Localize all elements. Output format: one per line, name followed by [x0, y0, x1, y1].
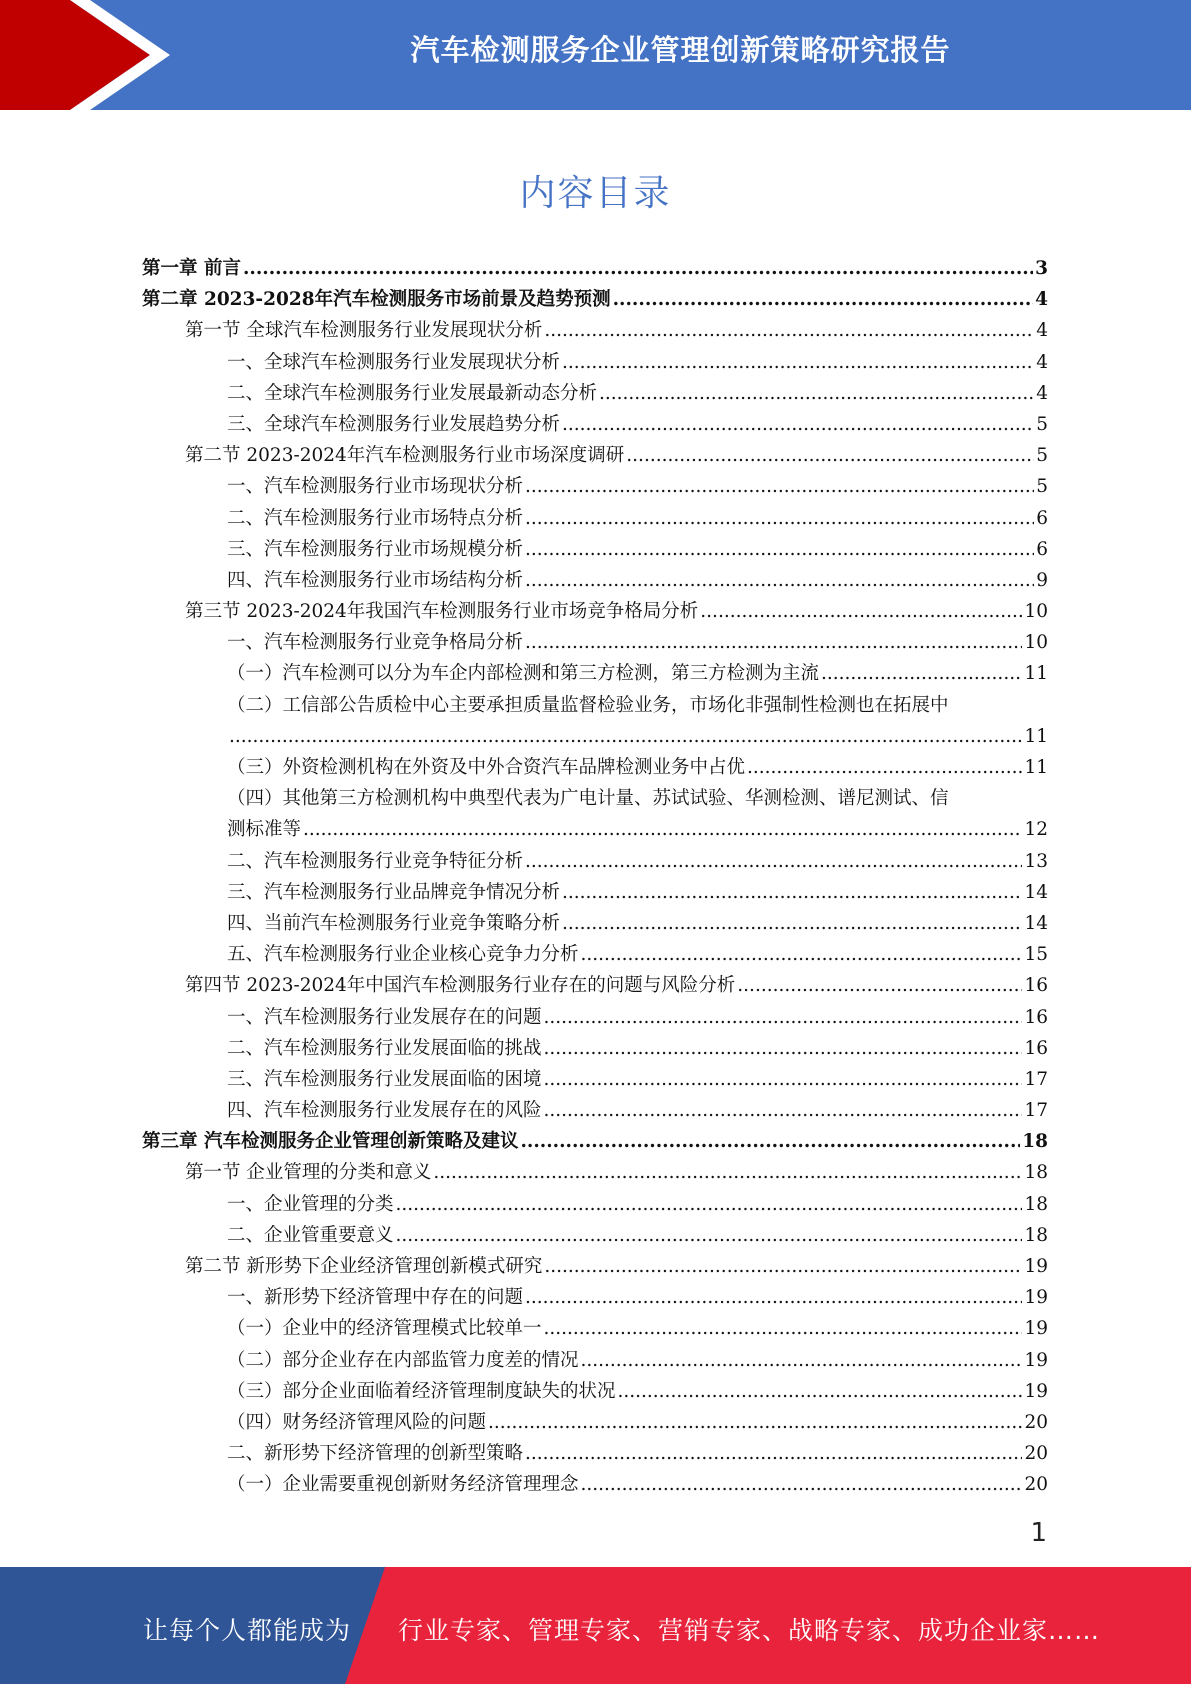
toc-entry-page: 4	[1036, 351, 1048, 373]
toc-entry-text: （三）部分企业面临着经济管理制度缺失的状况	[227, 1380, 616, 1402]
dot-leader	[613, 284, 1034, 315]
toc-entry[interactable]	[142, 783, 1048, 845]
toc-entry-text: 二、企业管重要意义	[227, 1224, 394, 1246]
dot-leader	[525, 627, 1022, 658]
toc-entry-text: 第二节 2023-2024年汽车检测服务行业市场深度调研	[185, 445, 625, 467]
toc-entry[interactable]	[142, 315, 1048, 346]
toc-entry-text: （二）部分企业存在内部监管力度差的情况	[227, 1349, 579, 1371]
dot-leader	[544, 1033, 1023, 1064]
toc-entry-page: 13	[1024, 850, 1048, 872]
dot-leader	[562, 409, 1034, 440]
dot-leader	[581, 1469, 1023, 1500]
toc-entry[interactable]	[142, 627, 1048, 658]
toc-entry[interactable]	[142, 1189, 1048, 1220]
dot-leader	[737, 970, 1022, 1001]
toc-entry[interactable]	[142, 1157, 1048, 1188]
toc-entry-page: 12	[1024, 819, 1048, 841]
toc-entry-page: 18	[1024, 1224, 1048, 1246]
toc-entry[interactable]	[142, 1220, 1048, 1251]
toc-entry[interactable]	[142, 253, 1048, 284]
dot-leader	[626, 440, 1034, 471]
toc-entry[interactable]	[142, 908, 1048, 939]
toc-entry-page: 11	[1024, 663, 1048, 685]
footer-slogan-right: 行业专家、管理专家、营销专家、战略专家、成功企业家……	[398, 1616, 1101, 1645]
toc-entry-page: 6	[1036, 538, 1048, 560]
dot-leader	[562, 347, 1034, 378]
toc-entry-text: （三）外资检测机构在外资及中外合资汽车品牌检测业务中占优	[227, 757, 746, 779]
toc-entry-text: 第二章 2023-2028年汽车检测服务市场前景及趋势预测	[142, 289, 611, 311]
dot-leader	[544, 1095, 1023, 1126]
toc-entry-text: 第一节 企业管理的分类和意义	[185, 1162, 432, 1184]
footer-slogan-left: 让每个人都能成为	[143, 1616, 352, 1645]
toc-entry-page: 19	[1024, 1256, 1048, 1278]
toc-entry-text: 第四节 2023-2024年中国汽车检测服务行业存在的问题与风险分析	[185, 975, 736, 997]
toc-entry-text: 一、企业管理的分类	[227, 1193, 394, 1215]
toc-entry-text: 第一章 前言	[142, 258, 241, 279]
dot-leader	[544, 1002, 1023, 1033]
toc-entry[interactable]	[142, 409, 1048, 440]
toc-entry-page: 18	[1022, 1131, 1048, 1153]
dot-leader	[581, 939, 1023, 970]
toc-entry-text: 三、汽车检测服务行业市场规模分析	[227, 538, 524, 560]
toc-entry-page: 20	[1024, 1443, 1048, 1465]
toc-entry[interactable]	[142, 970, 1048, 1001]
toc-entry-page: 5	[1036, 413, 1048, 435]
dot-leader	[599, 378, 1034, 409]
toc-entry[interactable]	[142, 471, 1048, 502]
toc-entry[interactable]	[142, 1345, 1048, 1376]
toc-entry-page: 6	[1036, 507, 1048, 529]
toc-entry-text: （一）企业中的经济管理模式比较单一	[227, 1318, 542, 1340]
dot-leader	[544, 1064, 1023, 1095]
toc-entry-page: 16	[1024, 975, 1048, 997]
toc-entry-page: 19	[1024, 1349, 1048, 1371]
toc-entry-text: （一）企业需要重视创新财务经济管理理念	[227, 1474, 579, 1496]
toc-entry[interactable]	[142, 596, 1048, 627]
toc-entry-page: 14	[1024, 881, 1048, 903]
dot-leader	[525, 503, 1034, 534]
toc-entry-text: 第二节 新形势下企业经济管理创新模式研究	[185, 1256, 543, 1278]
toc-entry[interactable]	[142, 690, 1048, 752]
toc-entry[interactable]	[142, 1095, 1048, 1126]
dot-leader	[525, 1282, 1022, 1313]
toc-entry[interactable]	[142, 1469, 1048, 1500]
toc-entry[interactable]	[142, 1251, 1048, 1282]
toc-entry[interactable]	[142, 1313, 1048, 1344]
toc-entry-text: 四、汽车检测服务行业市场结构分析	[227, 569, 524, 591]
dot-leader	[747, 752, 1022, 783]
dot-leader	[525, 534, 1034, 565]
toc-entry-page: 14	[1024, 912, 1048, 934]
table-of-contents	[142, 253, 1048, 1501]
toc-entry[interactable]	[142, 1002, 1048, 1033]
toc-entry[interactable]	[142, 1064, 1048, 1095]
dot-leader	[396, 1220, 1023, 1251]
toc-entry-text: 四、汽车检测服务行业发展存在的风险	[227, 1100, 542, 1122]
dot-leader	[562, 908, 1022, 939]
toc-entry-page: 4	[1036, 320, 1048, 342]
dot-leader	[303, 814, 1022, 845]
toc-entry[interactable]	[142, 752, 1048, 783]
dot-leader	[525, 846, 1022, 877]
report-title: 汽车检测服务企业管理创新策略研究报告	[410, 33, 951, 67]
toc-entry[interactable]	[142, 1033, 1048, 1064]
toc-entry-text: 一、汽车检测服务行业发展存在的问题	[227, 1006, 542, 1028]
toc-entry-page: 10	[1024, 601, 1048, 623]
dot-leader	[700, 596, 1022, 627]
toc-entry[interactable]	[142, 658, 1048, 689]
dot-leader	[433, 1157, 1022, 1188]
toc-entry-text: 二、新形势下经济管理的创新型策略	[227, 1443, 524, 1465]
toc-entry[interactable]	[142, 1282, 1048, 1313]
dot-leader	[229, 721, 1022, 752]
toc-entry[interactable]	[142, 347, 1048, 378]
toc-entry-text: 二、全球汽车检测服务行业发展最新动态分析	[227, 382, 598, 404]
toc-entry-page: 19	[1024, 1287, 1048, 1309]
toc-entry-page: 4	[1035, 289, 1048, 311]
dot-leader	[544, 1313, 1023, 1344]
toc-heading: 内容目录	[519, 173, 672, 214]
toc-entry-page: 15	[1024, 944, 1048, 966]
toc-entry-text: （二）工信部公告质检中心主要承担质量监督检验业务，市场化非强制性检测也在拓展中	[227, 694, 949, 716]
dot-leader	[618, 1376, 1023, 1407]
dot-leader	[396, 1189, 1023, 1220]
dot-leader	[544, 315, 1034, 346]
toc-entry[interactable]	[142, 378, 1048, 409]
toc-entry-text: 二、汽车检测服务行业市场特点分析	[227, 507, 524, 529]
toc-entry-text: 五、汽车检测服务行业企业核心竞争力分析	[227, 944, 579, 966]
toc-entry-page: 11	[1024, 725, 1048, 747]
toc-entry-page: 16	[1024, 1006, 1048, 1028]
dot-leader	[821, 658, 1022, 689]
toc-entry-page: 16	[1024, 1037, 1048, 1059]
toc-entry-page: 17	[1024, 1068, 1048, 1090]
toc-entry[interactable]	[142, 846, 1048, 877]
dot-leader	[525, 1438, 1022, 1469]
toc-entry[interactable]	[142, 1438, 1048, 1469]
page-number: 1	[1030, 1518, 1047, 1548]
toc-entry-text: 四、当前汽车检测服务行业竞争策略分析	[227, 912, 561, 934]
dot-leader	[243, 253, 1033, 284]
toc-entry-text: 三、汽车检测服务行业发展面临的困境	[227, 1068, 542, 1090]
toc-entry-page: 4	[1036, 382, 1048, 404]
toc-entry-page: 5	[1036, 476, 1048, 498]
toc-entry-text: 二、汽车检测服务行业发展面临的挑战	[227, 1037, 542, 1059]
toc-entry-text-continued: 测标准等	[227, 819, 302, 841]
dot-leader	[488, 1407, 1022, 1438]
toc-entry-page: 19	[1024, 1380, 1048, 1402]
toc-entry-text: （四）财务经济管理风险的问题	[227, 1411, 487, 1433]
page-header	[0, 0, 1191, 110]
toc-entry[interactable]	[142, 440, 1048, 471]
toc-entry[interactable]	[142, 284, 1048, 315]
toc-entry-page: 9	[1036, 569, 1048, 591]
toc-entry[interactable]	[142, 1407, 1048, 1438]
toc-entry[interactable]	[142, 534, 1048, 565]
toc-entry-page: 10	[1024, 632, 1048, 654]
toc-entry-text: 第一节 全球汽车检测服务行业发展现状分析	[185, 320, 543, 342]
page-footer	[0, 1567, 1191, 1684]
toc-entry-text: 三、全球汽车检测服务行业发展趋势分析	[227, 413, 561, 435]
toc-entry[interactable]	[142, 1126, 1048, 1157]
toc-entry-text: 第三节 2023-2024年我国汽车检测服务行业市场竞争格局分析	[185, 601, 699, 623]
dot-leader	[544, 1251, 1022, 1282]
toc-entry[interactable]	[142, 939, 1048, 970]
toc-entry-page: 20	[1024, 1474, 1048, 1496]
dot-leader	[581, 1345, 1023, 1376]
toc-entry-text: 一、汽车检测服务行业市场现状分析	[227, 476, 524, 498]
toc-entry[interactable]	[142, 503, 1048, 534]
dot-leader	[525, 565, 1034, 596]
dot-leader	[520, 1126, 1020, 1157]
toc-entry-text: 一、全球汽车检测服务行业发展现状分析	[227, 351, 561, 373]
toc-entry-page: 17	[1024, 1100, 1048, 1122]
toc-entry-text: 一、新形势下经济管理中存在的问题	[227, 1287, 524, 1309]
toc-entry-text: （一）汽车检测可以分为车企内部检测和第三方检测，第三方检测为主流	[227, 663, 820, 685]
toc-entry[interactable]	[142, 877, 1048, 908]
toc-entry[interactable]	[142, 1376, 1048, 1407]
toc-entry-page: 5	[1036, 445, 1048, 467]
toc-entry-page: 20	[1024, 1411, 1048, 1433]
toc-entry-text: 第三章 汽车检测服务企业管理创新策略及建议	[142, 1131, 519, 1153]
toc-entry-page: 18	[1024, 1162, 1048, 1184]
toc-entry-page: 19	[1024, 1318, 1048, 1340]
toc-entry-text: 二、汽车检测服务行业竞争特征分析	[227, 850, 524, 872]
toc-entry-page: 11	[1024, 757, 1048, 779]
toc-entry-text: （四）其他第三方检测机构中典型代表为广电计量、苏试试验、华测检测、谱尼测试、信	[227, 788, 949, 810]
toc-entry-page: 3	[1035, 258, 1048, 279]
dot-leader	[562, 877, 1022, 908]
toc-entry-text: 三、汽车检测服务行业品牌竞争情况分析	[227, 881, 561, 903]
dot-leader	[525, 471, 1034, 502]
toc-entry-text: 一、汽车检测服务行业竞争格局分析	[227, 632, 524, 654]
toc-entry[interactable]	[142, 565, 1048, 596]
toc-entry-page: 18	[1024, 1193, 1048, 1215]
